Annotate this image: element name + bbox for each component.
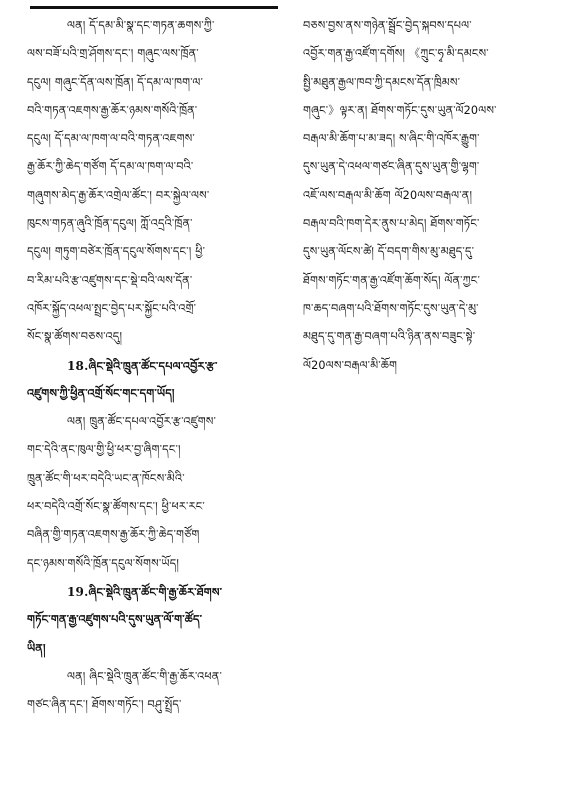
- text-line: བཅས་བྱས་ནས་གཉེན་སྦྲོང་བྱེད་སྐབས་དཔལ་: [303, 19, 472, 32]
- text-line: ཐོགས་གཏོང་གན་རྒྱ་འཛོག་ཆོག་སོད། ལོན་ཀྱང་: [303, 273, 480, 287]
- text-line: ཕར་བདེའི་འགྲོ་སོང་སྣ་ཚོགས་དང་། ཕྱི་ཕར་རང་: [27, 500, 205, 514]
- text-line: ལོ20ལས་བརྒལ་མི་ཆོག: [303, 358, 398, 372]
- text-line: གང་དེའི་ནང་ཁུལ་གྱི་ཕྱི་ཕར་བྱ་ཞིག་དང་།: [27, 443, 181, 457]
- heading-text: འཛུགས་ཀྱི་ཕྱིན་འགྲོ་སོང་གང་དག་ཡོད།: [27, 386, 175, 400]
- text-line: སྤྱི་མཐུན་རྒྱལ་ཁབ་ཀྱི་དམངས་དོན་ཁྲིམས་: [303, 75, 461, 89]
- text-line: དུས་ཡུན་ལོངས་ཚེ། དོ་བདག་གིས་མུ་མཐུད་དུ་: [303, 245, 475, 259]
- text-line: མཐུད་དུ་གན་རྒྱ་བཞག་པའི་ཉིན་ནས་བཟུང་སྟེ་: [303, 330, 476, 344]
- text-line: ཁྲུན་ཚོང་གི་ཕར་བདེའི་ཡང་ན་ཁོངས་མིའི་: [27, 471, 185, 485]
- text-line: རྒྱ་ཆོར་ཀྱི་ཆེད་གཙོག དོ་དམ་ལ་ཁག་ལ་བའི་: [27, 160, 194, 174]
- text-line: འཇོ་ལས་བརྒལ་མི་ཆོག ལོ20ལས་བརྒལ་ན།: [303, 188, 473, 202]
- text-line: དུས་ཡུན་དེ་འཕལ་གཙང་ཞིན་དུས་ཡུན་གྱི་ལྷག་: [303, 160, 480, 174]
- text-line: འབྱོར་གན་རྒྱ་འཛོག་དགོས། 《ཀྲུང་ཧྭ་མི་དམངས་: [303, 47, 489, 61]
- text-line: ལན། ཞིང་སྡེའི་ཁྲུན་ཚོང་གི་རྒྱ་ཆོར་འཕན་: [67, 669, 222, 683]
- text-line: སོང་སྣ་ཚོགས་བཅས་འདུ།: [27, 330, 123, 344]
- text-line: དངུལ། དོ་དམ་ལ་ཁག་ལ་བའི་གཏན་འཇགས་: [27, 132, 195, 146]
- text-line: བཞིན་གྱི་གཏན་འཇགས་རྒྱ་ཆོར་ཀྱི་ཆེད་གཙོག: [27, 528, 200, 542]
- text-line: བའི་གཏན་འཇགས་རྒྱ་ཆོར་ཉམས་གསོའི་ཁྲོན་: [27, 103, 198, 117]
- left-column: [27, 12, 279, 719]
- right-column: [303, 12, 553, 380]
- text-line: གཞུགས་མེད་རྒྱ་ཆོར་འགྲེལ་ཚོང་། བར་སྐྱེལ་ལས་: [27, 188, 210, 202]
- text-line: ལན། དོ་དམ་མི་སྣ་དང་གཏན་ཆགས་ཀྱི་: [67, 19, 215, 32]
- heading-text: ཞིང་སྡེའི་ཁྲུན་ཚོང་དཔལ་འབྱོར་རྩ་: [88, 359, 218, 373]
- text-line: དངུལ། གཏུག་བཙེར་ཁྲོན་དངུལ་སོགས་དང་། ཕྱི་: [27, 245, 206, 259]
- text-line: ལན། ཁྲུན་ཚོང་དཔལ་འབྱོར་རྩ་འཛུགས་: [67, 415, 217, 429]
- question-heading-19: [27, 578, 279, 606]
- text-line: འཁོར་སྐྱོད་འཕལ་སྤྲང་བྱེད་པར་སྐྱོང་པའི་འགྲོ་: [27, 301, 197, 315]
- question-heading-18: [27, 352, 279, 380]
- top-rule: [30, 6, 278, 9]
- text-line: ལས་བཟོ་པའི་གྲ་ཤོགས་དང་། གཞུང་ལས་ཁྲོན་: [27, 47, 199, 61]
- text-line: ཁ་ཆད་བཞག་པའི་ཐོགས་གཏོང་དུས་ཡུན་དེ་མུ་: [303, 301, 479, 315]
- text-line: དངུལ། གཞུང་དོན་ལས་ཁྲོན། དོ་དམ་ལ་ཁག་ལ་: [27, 75, 204, 89]
- text-line: དང་ཉམས་གསོའི་ཁྲོན་དངུལ་སོགས་ཡོད།: [27, 556, 180, 570]
- heading-text: ཡིན།: [27, 641, 46, 655]
- heading-text: ཞིང་སྡེའི་ཁྲུན་ཚོང་གི་རྒྱ་ཆོར་ཐོགས་: [88, 585, 223, 599]
- question-number: 18.: [67, 358, 89, 373]
- question-number: 19.: [67, 584, 89, 599]
- heading-text: གཏོང་གན་རྒྱ་འཛུགས་པའི་དུས་ཡུན་ལོ་ག་ཚོད་: [27, 613, 203, 627]
- text-line: བརྒལ་མི་ཆོག་པ་མ་ཟད། ས་ཞིང་གི་འཁོར་རྒྱུག་: [303, 132, 480, 146]
- text-line: བརྒལ་བའི་ཁག་དེར་ནུས་པ་མེད། ཐོགས་གཏོང་: [303, 217, 480, 231]
- text-line: བ་རིམ་པའི་རྩ་འཛུགས་དང་སྡེ་བའི་ལས་དོན་: [27, 273, 193, 287]
- text-line: གཞུང་》ལྟར་ན། ཐོགས་གཏོང་དུས་ཡུན་ལོ20ལས་: [303, 103, 497, 117]
- text-line: ཁུངས་གཏན་ཞུའི་ཁྲོན་དངུལ། ཀློ་འདྲའི་ཁྲོན་: [27, 217, 193, 231]
- text-line: གཙང་ཞིན་དང་། ཐོགས་གཏོང་། བཤུ་སྤྲོད་: [27, 698, 182, 712]
